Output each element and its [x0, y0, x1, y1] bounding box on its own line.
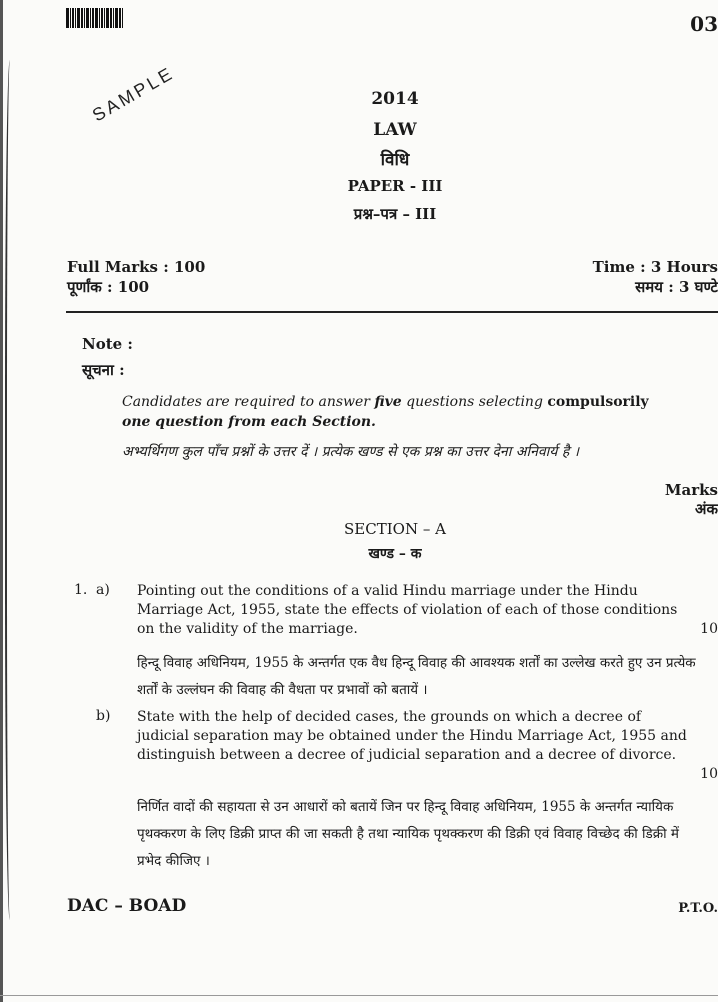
instr-each: each — [270, 414, 308, 430]
barcode — [66, 8, 128, 28]
time-allowed — [593, 257, 718, 297]
subquestion-a-label: a) — [96, 582, 110, 598]
note-label — [82, 331, 133, 383]
subquestion-b-label: b) — [96, 708, 111, 724]
marks-column-header — [665, 481, 718, 519]
instr-text: one question from — [122, 414, 271, 430]
instructions — [122, 392, 692, 432]
header-rule — [66, 311, 718, 313]
instr-text: Section. — [307, 414, 376, 430]
instr-five: five — [374, 394, 402, 410]
sample-stamp: SAMPLE — [88, 62, 178, 126]
subquestion-b-text-hindi: निर्णित वादों की सहायता से उन आधारों को बतायें जिन पर हिन्दू विवाह अधिनियम, 1955 के अन्तर्गत न्यायिक पृथक्करण के लिए डिक्री प्राप्त की जा सकती है तथा न्यायिक पृथक्करण की डिक्री एवं विवाह विच्छेद की डिक्री में प्रभेद कीजिए । — [137, 799, 680, 869]
instructions-hindi: अभ्यर्थिगण कुल पाँच प्रश्नों के उत्तर दें । प्रत्येक खण्ड से एक प्रश्न का उत्तर देना अनिवार्य है । — [122, 444, 580, 460]
full-marks — [67, 257, 205, 297]
marks-column-en: Marks — [664, 481, 718, 499]
instr-text: Candidates are required to answer — [122, 394, 375, 410]
subject-title: LAW — [373, 120, 417, 140]
time-en: Time : 3 Hours — [592, 258, 718, 276]
marks-column-hi: अंक — [695, 500, 718, 518]
subquestion-b-marks: 10 — [700, 766, 718, 782]
question-number: 1. — [74, 582, 88, 598]
section-title: SECTION – A — [344, 520, 446, 538]
paper-number-hindi: प्रश्न–पत्र – III — [353, 205, 437, 223]
subquestion-a-text-hindi: हिन्दू विवाह अधिनियम, 1955 के अन्तर्गत एक वैध हिन्दू विवाह की आवश्यक शर्तों का उल्लेख करते हुए उन प्रत्येक शर्तों के उल्लंघन की विवाह की वैधता पर प्रभावों को बतायें । — [137, 655, 696, 698]
full-marks-hi: पूर्णांक : 100 — [67, 278, 150, 296]
page-bottom-edge — [0, 995, 718, 996]
section-title-hindi: खण्ड – क — [368, 546, 422, 562]
paper-number: PAPER - III — [347, 177, 443, 195]
subquestion-a-text: Pointing out the conditions of a valid Hindu marriage under the Hindu Marriage Act, 1955, state the effects of violation of each of those conditions on the validity of the marriage. — [137, 583, 678, 637]
instr-compulsorily: compulsorily — [547, 394, 649, 410]
subject-title-hindi: विधि — [380, 150, 410, 170]
note-label-en: Note : — [82, 335, 133, 353]
instr-text: questions selecting — [401, 394, 548, 410]
subquestion-b-text: State with the help of decided cases, the grounds on which a decree of judicial separation may be obtained under the Hindu Marriage Act, 1955 and distinguish between a decree of judicial separation and a decree of divorce. — [137, 709, 687, 763]
full-marks-en: Full Marks : 100 — [67, 258, 206, 276]
note-label-hi: सूचना : — [82, 361, 125, 379]
paper-code: 03 — [690, 12, 718, 36]
time-hi: समय : 3 घण्टे — [635, 278, 718, 296]
exam-year: 2014 — [371, 89, 419, 109]
subquestion-a-marks: 10 — [700, 621, 718, 637]
footer-code: DAC – BOAD — [67, 896, 187, 916]
footer-pto: P.T.O. — [678, 901, 718, 916]
